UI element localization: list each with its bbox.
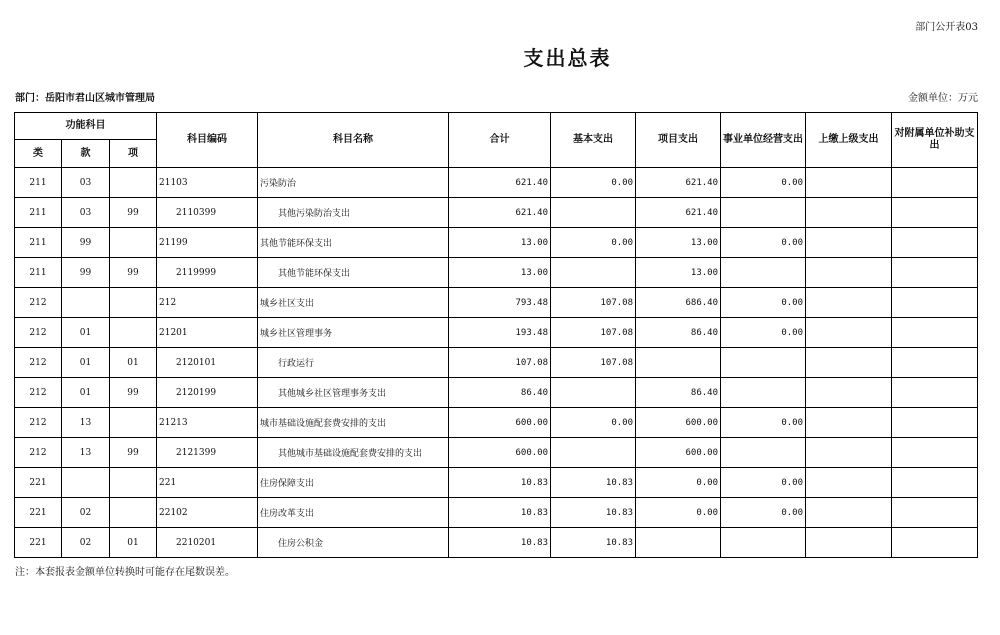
header-code: 科目编码 bbox=[157, 113, 258, 168]
cell-name: 城乡社区管理事务 bbox=[258, 318, 449, 348]
cell-xiang: 99 bbox=[110, 198, 157, 228]
cell-code: 21199 bbox=[157, 228, 258, 258]
expenditure-table bbox=[14, 112, 978, 558]
cell-total: 10.83 bbox=[449, 468, 551, 498]
cell-basic: 10.83 bbox=[551, 498, 636, 528]
cell-project: 0.00 bbox=[636, 468, 721, 498]
cell-code: 2119999 bbox=[157, 258, 258, 288]
cell-name: 住房改革支出 bbox=[258, 498, 449, 528]
cell-basic bbox=[551, 378, 636, 408]
cell-business: 0.00 bbox=[721, 168, 806, 198]
cell-xiang bbox=[110, 288, 157, 318]
cell-business: 0.00 bbox=[721, 288, 806, 318]
cell-total: 621.40 bbox=[449, 198, 551, 228]
cell-turnover bbox=[806, 438, 892, 468]
cell-code: 2110399 bbox=[157, 198, 258, 228]
cell-kuan: 03 bbox=[62, 198, 110, 228]
cell-kuan: 02 bbox=[62, 498, 110, 528]
cell-xiang bbox=[110, 228, 157, 258]
cell-project: 686.40 bbox=[636, 288, 721, 318]
cell-code: 21213 bbox=[157, 408, 258, 438]
cell-subsidy bbox=[892, 228, 978, 258]
cell-kuan: 01 bbox=[62, 378, 110, 408]
cell-business bbox=[721, 258, 806, 288]
cell-xiang: 99 bbox=[110, 438, 157, 468]
cell-business bbox=[721, 438, 806, 468]
cell-kuan: 99 bbox=[62, 258, 110, 288]
cell-project: 600.00 bbox=[636, 408, 721, 438]
cell-code: 22102 bbox=[157, 498, 258, 528]
cell-lei: 212 bbox=[15, 408, 62, 438]
cell-xiang bbox=[110, 168, 157, 198]
cell-code: 2120199 bbox=[157, 378, 258, 408]
cell-basic: 0.00 bbox=[551, 408, 636, 438]
header-xiang: 项 bbox=[110, 140, 157, 168]
header-turnover: 上缴上级支出 bbox=[806, 113, 892, 168]
cell-name: 住房保障支出 bbox=[258, 468, 449, 498]
cell-subsidy bbox=[892, 528, 978, 558]
cell-subsidy bbox=[892, 468, 978, 498]
header-total: 合计 bbox=[449, 113, 551, 168]
cell-kuan: 01 bbox=[62, 348, 110, 378]
cell-subsidy bbox=[892, 408, 978, 438]
header-name: 科目名称 bbox=[258, 113, 449, 168]
header-lei: 类 bbox=[15, 140, 62, 168]
cell-xiang bbox=[110, 468, 157, 498]
cell-name: 行政运行 bbox=[258, 348, 449, 378]
cell-lei: 212 bbox=[15, 378, 62, 408]
cell-total: 10.83 bbox=[449, 528, 551, 558]
cell-turnover bbox=[806, 288, 892, 318]
cell-xiang: 01 bbox=[110, 528, 157, 558]
cell-project: 86.40 bbox=[636, 378, 721, 408]
cell-project: 0.00 bbox=[636, 498, 721, 528]
cell-business: 0.00 bbox=[721, 228, 806, 258]
cell-turnover bbox=[806, 378, 892, 408]
cell-turnover bbox=[806, 258, 892, 288]
cell-total: 13.00 bbox=[449, 228, 551, 258]
cell-lei: 212 bbox=[15, 438, 62, 468]
cell-subsidy bbox=[892, 318, 978, 348]
cell-total: 621.40 bbox=[449, 168, 551, 198]
table-row bbox=[15, 348, 978, 378]
cell-subsidy bbox=[892, 348, 978, 378]
cell-kuan: 01 bbox=[62, 318, 110, 348]
cell-kuan: 99 bbox=[62, 228, 110, 258]
cell-business bbox=[721, 528, 806, 558]
table-row bbox=[15, 288, 978, 318]
cell-business: 0.00 bbox=[721, 468, 806, 498]
cell-xiang bbox=[110, 318, 157, 348]
cell-kuan bbox=[62, 288, 110, 318]
cell-kuan: 13 bbox=[62, 438, 110, 468]
cell-name: 其他城市基础设施配套费安排的支出 bbox=[258, 438, 449, 468]
cell-turnover bbox=[806, 498, 892, 528]
header-basic: 基本支出 bbox=[551, 113, 636, 168]
cell-total: 10.83 bbox=[449, 498, 551, 528]
cell-total: 193.48 bbox=[449, 318, 551, 348]
footer-note: 注：本套报表金额单位转换时可能存在尾数误差。 bbox=[15, 567, 235, 578]
cell-basic bbox=[551, 198, 636, 228]
cell-kuan: 13 bbox=[62, 408, 110, 438]
cell-xiang: 01 bbox=[110, 348, 157, 378]
cell-lei: 212 bbox=[15, 318, 62, 348]
cell-project bbox=[636, 348, 721, 378]
cell-lei: 211 bbox=[15, 168, 62, 198]
cell-project: 86.40 bbox=[636, 318, 721, 348]
cell-kuan: 03 bbox=[62, 168, 110, 198]
cell-turnover bbox=[806, 348, 892, 378]
cell-basic: 10.83 bbox=[551, 528, 636, 558]
cell-subsidy bbox=[892, 378, 978, 408]
cell-turnover bbox=[806, 198, 892, 228]
cell-xiang: 99 bbox=[110, 378, 157, 408]
cell-lei: 212 bbox=[15, 348, 62, 378]
cell-basic: 0.00 bbox=[551, 228, 636, 258]
cell-project bbox=[636, 528, 721, 558]
cell-turnover bbox=[806, 528, 892, 558]
table-row bbox=[15, 228, 978, 258]
cell-code: 21201 bbox=[157, 318, 258, 348]
cell-total: 86.40 bbox=[449, 378, 551, 408]
cell-lei: 221 bbox=[15, 468, 62, 498]
cell-basic: 107.08 bbox=[551, 348, 636, 378]
cell-project: 621.40 bbox=[636, 168, 721, 198]
report-tag: 部门公开表03 bbox=[915, 22, 978, 33]
cell-subsidy bbox=[892, 288, 978, 318]
cell-lei: 212 bbox=[15, 288, 62, 318]
cell-total: 793.48 bbox=[449, 288, 551, 318]
cell-xiang bbox=[110, 408, 157, 438]
cell-basic: 10.83 bbox=[551, 468, 636, 498]
cell-name: 其他节能环保支出 bbox=[258, 228, 449, 258]
cell-project: 13.00 bbox=[636, 258, 721, 288]
cell-lei: 211 bbox=[15, 228, 62, 258]
cell-xiang: 99 bbox=[110, 258, 157, 288]
cell-basic bbox=[551, 438, 636, 468]
cell-basic bbox=[551, 258, 636, 288]
cell-name: 其他城乡社区管理事务支出 bbox=[258, 378, 449, 408]
cell-code: 2210201 bbox=[157, 528, 258, 558]
cell-subsidy bbox=[892, 168, 978, 198]
table-row bbox=[15, 258, 978, 288]
cell-basic: 107.08 bbox=[551, 318, 636, 348]
header-kuan: 款 bbox=[62, 140, 110, 168]
table-body bbox=[15, 168, 978, 558]
department-label: 部门：岳阳市君山区城市管理局 bbox=[15, 93, 155, 104]
cell-basic: 0.00 bbox=[551, 168, 636, 198]
amount-unit-label: 金额单位：万元 bbox=[908, 93, 978, 104]
cell-project: 600.00 bbox=[636, 438, 721, 468]
cell-business: 0.00 bbox=[721, 498, 806, 528]
cell-lei: 221 bbox=[15, 498, 62, 528]
cell-name: 住房公积金 bbox=[258, 528, 449, 558]
table-row bbox=[15, 438, 978, 468]
cell-turnover bbox=[806, 168, 892, 198]
cell-total: 13.00 bbox=[449, 258, 551, 288]
table-row bbox=[15, 198, 978, 228]
cell-turnover bbox=[806, 408, 892, 438]
cell-name: 城市基础设施配套费安排的支出 bbox=[258, 408, 449, 438]
cell-total: 600.00 bbox=[449, 438, 551, 468]
cell-code: 221 bbox=[157, 468, 258, 498]
cell-lei: 221 bbox=[15, 528, 62, 558]
cell-project: 621.40 bbox=[636, 198, 721, 228]
cell-basic: 107.08 bbox=[551, 288, 636, 318]
cell-name: 污染防治 bbox=[258, 168, 449, 198]
cell-name: 其他污染防治支出 bbox=[258, 198, 449, 228]
cell-total: 600.00 bbox=[449, 408, 551, 438]
cell-turnover bbox=[806, 318, 892, 348]
cell-lei: 211 bbox=[15, 198, 62, 228]
table-row bbox=[15, 318, 978, 348]
cell-business: 0.00 bbox=[721, 408, 806, 438]
header-func-subject: 功能科目 bbox=[15, 113, 157, 140]
cell-name: 其他节能环保支出 bbox=[258, 258, 449, 288]
page-title: 支出总表 bbox=[523, 46, 612, 70]
header-subsidy: 对附属单位补助支出 bbox=[892, 113, 978, 168]
header-business: 事业单位经营支出 bbox=[721, 113, 806, 168]
cell-business bbox=[721, 348, 806, 378]
cell-code: 21103 bbox=[157, 168, 258, 198]
cell-total: 107.08 bbox=[449, 348, 551, 378]
cell-turnover bbox=[806, 468, 892, 498]
cell-subsidy bbox=[892, 198, 978, 228]
table-row bbox=[15, 498, 978, 528]
cell-business bbox=[721, 198, 806, 228]
cell-business: 0.00 bbox=[721, 318, 806, 348]
cell-turnover bbox=[806, 228, 892, 258]
cell-kuan bbox=[62, 468, 110, 498]
cell-name: 城乡社区支出 bbox=[258, 288, 449, 318]
cell-code: 2121399 bbox=[157, 438, 258, 468]
table-row bbox=[15, 408, 978, 438]
table-row bbox=[15, 168, 978, 198]
cell-code: 212 bbox=[157, 288, 258, 318]
cell-code: 2120101 bbox=[157, 348, 258, 378]
cell-project: 13.00 bbox=[636, 228, 721, 258]
cell-subsidy bbox=[892, 498, 978, 528]
cell-business bbox=[721, 378, 806, 408]
cell-subsidy bbox=[892, 258, 978, 288]
cell-kuan: 02 bbox=[62, 528, 110, 558]
cell-xiang bbox=[110, 498, 157, 528]
header-project: 项目支出 bbox=[636, 113, 721, 168]
table-row bbox=[15, 378, 978, 408]
cell-subsidy bbox=[892, 438, 978, 468]
table-row bbox=[15, 468, 978, 498]
cell-lei: 211 bbox=[15, 258, 62, 288]
table-row bbox=[15, 528, 978, 558]
